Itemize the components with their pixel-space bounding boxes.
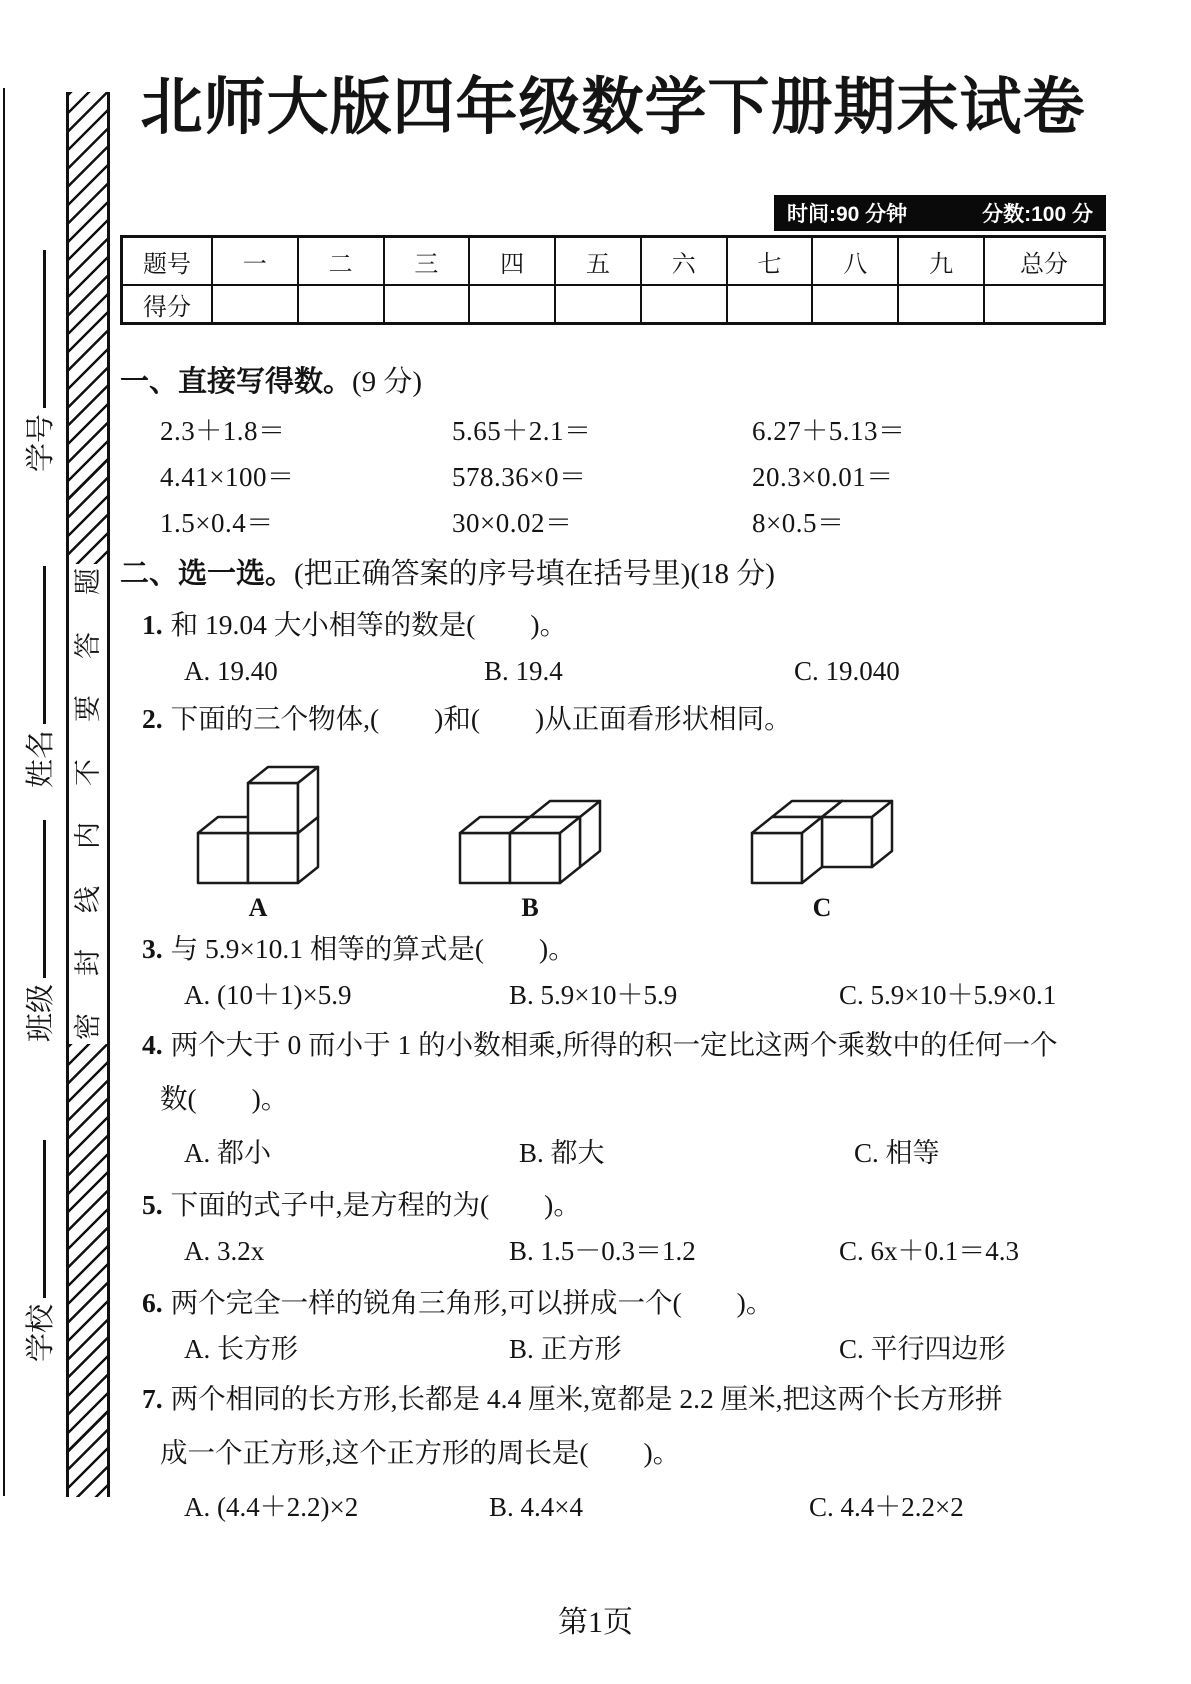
col-header-3: 三 — [384, 237, 470, 286]
calc-item: 578.36×0＝ — [452, 462, 587, 493]
option-b: B. 19.4 — [484, 656, 563, 687]
figure-c — [741, 743, 903, 923]
score-table-score-row — [122, 285, 1105, 324]
figure-a — [182, 743, 334, 923]
col-header-7: 七 — [727, 237, 813, 286]
seal-char: 密 — [72, 1012, 103, 1040]
col-header-6: 六 — [641, 237, 727, 286]
time-score-bar — [774, 195, 1106, 231]
question-2: 2. 下面的三个物体,( )和( )从正面看形状相同。 — [142, 703, 792, 735]
question-7-continued: 成一个正方形,这个正方形的周长是( )。 — [160, 1437, 681, 1469]
name-label: 姓名 — [25, 729, 57, 788]
section-2-instructions: (把正确答案的序号填在括号里)(18 分) — [294, 558, 775, 591]
col-header-5: 五 — [555, 237, 641, 286]
question-4-continued: 数( )。 — [160, 1083, 289, 1115]
col-header-2: 二 — [298, 237, 384, 286]
question-4: 4. 两个大于 0 而小于 1 的小数相乘,所得的积一定比这两个乘数中的任何一个 — [142, 1029, 1058, 1061]
option-c: C. 平行四边形 — [839, 1334, 1006, 1365]
name-blank — [43, 566, 46, 724]
score-cell — [812, 285, 898, 324]
option-a: A. 都小 — [184, 1138, 271, 1169]
question-3-options — [120, 975, 1106, 1015]
score-cell — [298, 285, 384, 324]
calc-item: 2.3＋1.8＝ — [160, 416, 286, 447]
seal-char: 题 — [72, 568, 103, 595]
option-b: B. 4.4×4 — [489, 1492, 583, 1523]
page-edge-line — [3, 88, 5, 1496]
calc-item: 5.65＋2.1＝ — [452, 416, 592, 447]
seal-char: 封 — [72, 949, 103, 977]
score-cell — [898, 285, 984, 324]
option-c: C. 5.9×10＋5.9×0.1 — [839, 980, 1057, 1011]
calc-item: 30×0.02＝ — [452, 508, 573, 539]
seal-char: 线 — [72, 885, 103, 913]
figure-b-label: B — [521, 893, 539, 923]
option-b: B. 1.5－0.3＝1.2 — [509, 1236, 696, 1267]
score-cell — [212, 285, 298, 324]
calc-item: 20.3×0.01＝ — [752, 462, 894, 493]
hatch-pattern-bottom — [69, 1044, 107, 1497]
class-label: 班级 — [25, 983, 57, 1042]
col-header-4: 四 — [469, 237, 555, 286]
question-6-options — [120, 1329, 1106, 1369]
page-number: 第1页 — [558, 1606, 633, 1639]
total-score-header: 总分 — [984, 237, 1105, 286]
figure-b — [449, 743, 611, 923]
option-a: A. 3.2x — [184, 1236, 265, 1267]
class-blank — [43, 820, 46, 978]
figure-a-label: A — [248, 893, 268, 923]
score-cell — [384, 285, 470, 324]
question-5: 5. 下面的式子中,是方程的为( )。 — [142, 1189, 581, 1221]
question-2-figures — [120, 743, 1106, 923]
col-header-1: 一 — [212, 237, 298, 286]
option-b: B. 5.9×10＋5.9 — [509, 980, 678, 1011]
option-c: C. 相等 — [854, 1138, 940, 1169]
student-id-blank — [43, 250, 46, 408]
option-c: C. 6x＋0.1＝4.3 — [839, 1236, 1020, 1267]
cube-figure-b — [449, 743, 611, 893]
seal-line-text — [69, 564, 107, 1044]
question-3: 3. 与 5.9×10.1 相等的算式是( )。 — [142, 933, 576, 965]
question-5-options — [120, 1231, 1106, 1271]
question-1-options — [120, 651, 1106, 691]
score-cell — [469, 285, 555, 324]
score-cell — [555, 285, 641, 324]
student-id-label: 学号 — [25, 413, 57, 472]
cube-figure-c — [741, 743, 903, 893]
option-c: C. 19.040 — [794, 656, 900, 687]
page-title: 北师大版四年级数学下册期末试卷 — [140, 74, 1086, 142]
seal-char: 答 — [72, 631, 103, 659]
col-header-8: 八 — [812, 237, 898, 286]
calc-item: 1.5×0.4＝ — [160, 508, 274, 539]
section-2-heading: 二、选一选。(把正确答案的序号填在括号里)(18 分) — [120, 558, 775, 591]
question-7: 7. 两个相同的长方形,长都是 4.4 厘米,宽都是 2.2 厘米,把这两个长方形拼 — [142, 1383, 1003, 1415]
total-score: 分数:100 分 — [982, 203, 1093, 227]
question-1: 1. 和 19.04 大小相等的数是( )。 — [142, 609, 568, 641]
class-field — [24, 820, 58, 1042]
name-field — [24, 566, 58, 788]
school-label: 学校 — [25, 1303, 57, 1362]
seal-char: 内 — [72, 822, 103, 850]
time-limit: 时间:90 分钟 — [787, 203, 908, 227]
question-6: 6. 两个完全一样的锐角三角形,可以拼成一个( )。 — [142, 1287, 774, 1319]
option-a: A. (4.4＋2.2)×2 — [184, 1492, 359, 1523]
cube-figure-a — [182, 743, 334, 893]
calc-item: 4.41×100＝ — [160, 462, 295, 493]
option-b: B. 都大 — [519, 1138, 605, 1169]
option-a: A. 19.40 — [184, 656, 278, 687]
calc-problems — [120, 413, 1106, 541]
seal-char: 要 — [72, 695, 103, 723]
question-4-options — [120, 1133, 1106, 1173]
section-1-heading: 一、直接写得数。(9 分) — [120, 366, 423, 399]
option-a: A. (10＋1)×5.9 — [184, 980, 352, 1011]
option-b: B. 正方形 — [509, 1334, 622, 1365]
option-a: A. 长方形 — [184, 1334, 298, 1365]
question-7-options — [120, 1487, 1106, 1527]
score-cell — [641, 285, 727, 324]
seal-char: 不 — [72, 758, 103, 786]
score-table — [120, 235, 1106, 325]
figure-c-label: C — [812, 893, 832, 923]
col-header-9: 九 — [898, 237, 984, 286]
school-field — [24, 1140, 58, 1362]
calc-item: 8×0.5＝ — [752, 508, 845, 539]
score-table-header-row — [122, 237, 1105, 286]
main-content — [120, 0, 1106, 1527]
score-cell — [984, 285, 1105, 324]
score-row-header: 得分 — [122, 285, 213, 324]
option-c: C. 4.4＋2.2×2 — [809, 1492, 964, 1523]
section-1-points: (9 分) — [352, 366, 423, 399]
seal-line-strip — [66, 92, 110, 1497]
student-id-field — [24, 250, 58, 472]
question-number-header: 题号 — [122, 237, 213, 286]
score-cell — [727, 285, 813, 324]
hatch-pattern-top — [69, 92, 107, 564]
school-blank — [43, 1140, 46, 1298]
calc-item: 6.27＋5.13＝ — [752, 416, 906, 447]
